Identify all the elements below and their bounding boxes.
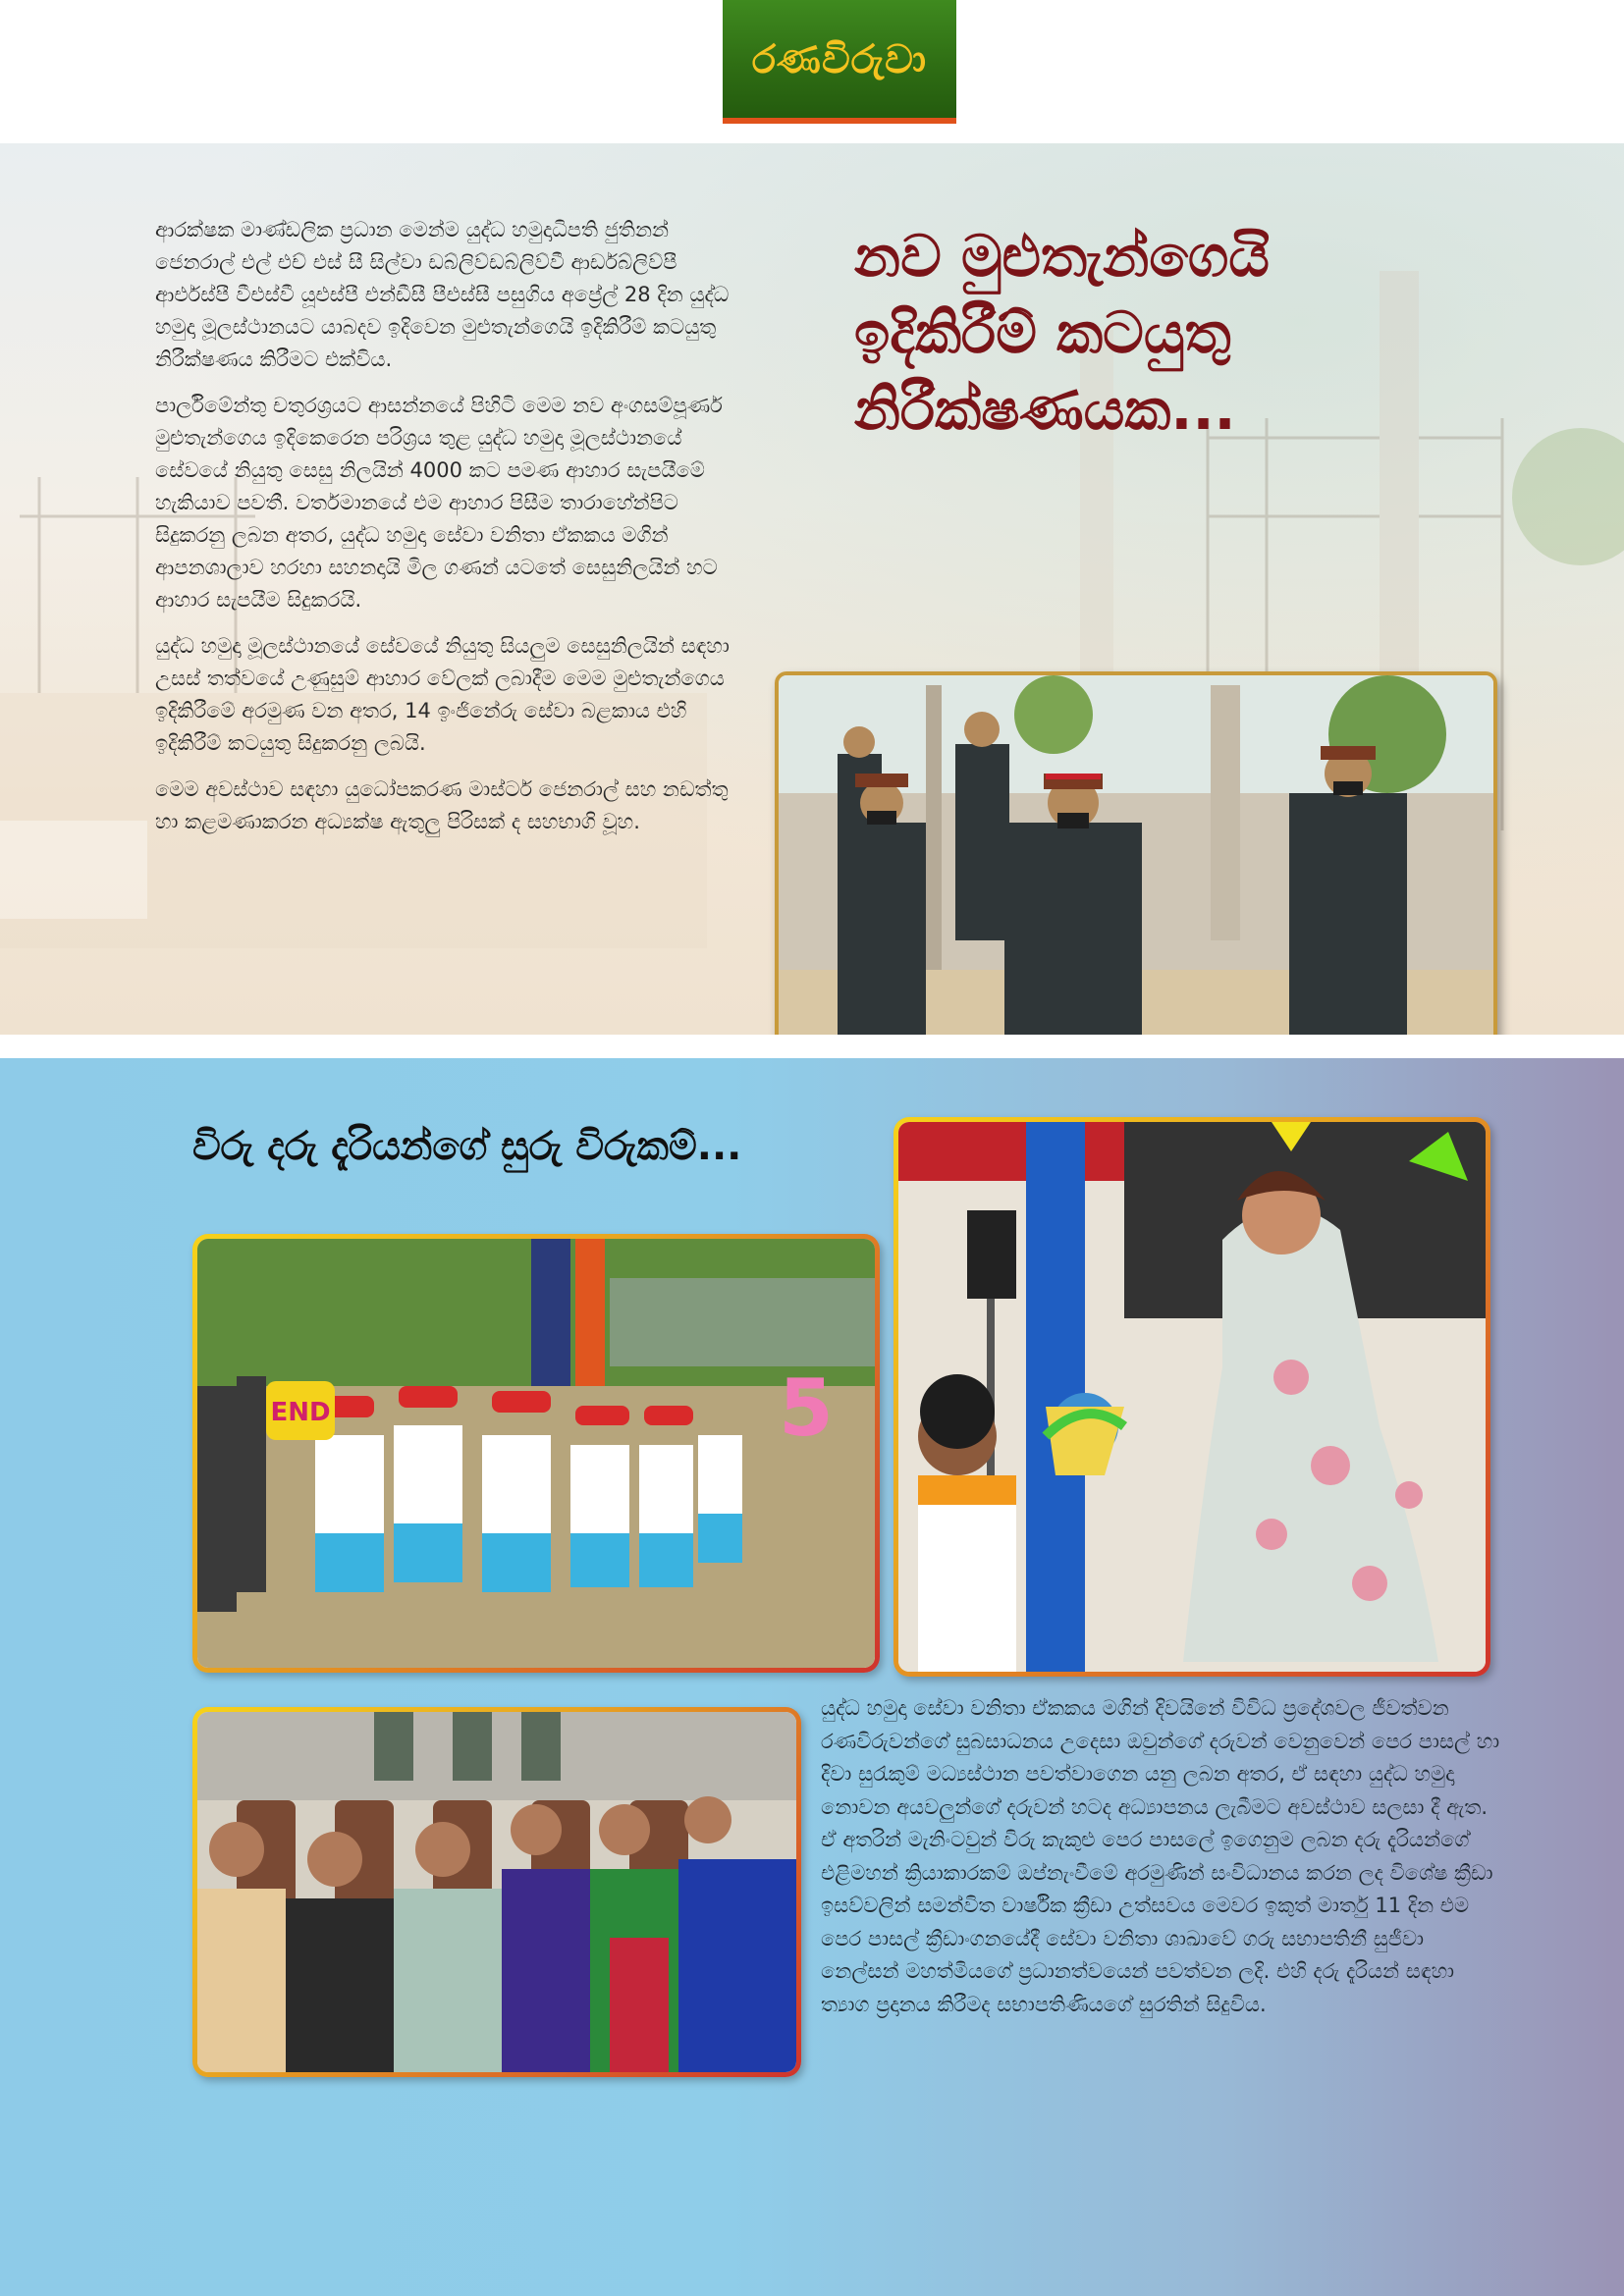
article-bottom-paragraph: යුද්ධ හමුදා සේවා වනිතා ඒකකය මගින් දිවයිනේ විවිධ ප්‍රදේශවල ජීවත්වන රණවිරුවන්ගේ සුබසාධනය උදෙසා ඔවුන්ගේ දරුවන් වෙනුවෙන් පෙර පාසල් හා දිවා සුරැකුම් මධ්‍යස්ථාන පවත්වාගෙන යනු ලබන අතර, ඒ සඳහා යුද්ධ හමුදා නොවන අයවලුන්ගේ දරුවන් හටද අධ්‍යාපනය ලැබීමට අවස්ථාව සලසා දී ඇත. ඒ අතරින් මැනිංටවුන් විරු කැකුළු පෙර පාසලේ ඉගෙනුම ලබන දරු දැරියන්ගේ එළිමහන් ක්‍රියාකාරකම් ඔප්නැංවීමේ අරමුණින් සංවිධානය කරන ලද විශේෂ ක්‍රීඩා ඉසව්වලින් සමන්විත වාර්ෂික ක්‍රීඩා උත්සවය මෙවර ඉකුත් මාර්තු 11 දින එම පෙර පාසල් ක්‍රීඩාංගනයේදී සේවා වනිතා ශාඛාවේ ගරු සභාපතිනී සුජීවා නෙල්සන් මහත්මියගේ ප්‍රධානත්වයෙන් පවත්වන ලදි. එහි දරු දැරියන් සඳහා ත්‍යාග ප්‍රදානය කිරීමද සභාපතිණියගේ සුරතින් සිදුවිය. (821, 1696, 1500, 2016)
audience-photo (192, 1707, 801, 2077)
title-line: නව මුළුතැන්ගෙයි (854, 223, 1271, 290)
title-line: නිරීක්ෂණයක... (854, 376, 1236, 443)
title-line: ඉදිකිරීම් කටයුතු (854, 299, 1231, 366)
prize-giving-image (898, 1122, 1486, 1672)
article-top-paragraph: යුද්ධ හමුදා මූලස්ථානයේ සේවයේ නියුතු සියලුම සෙසුනිලයින් සඳහා උසස් තත්වයේ උණුසුම් ආහාර වේලක් ලබාදීම මෙම මුළුතැන්ගෙය ඉදිකිරීමේ අරමුණ වන අතර, 14 ඉංජිනේරු සේවා බළකාය එහි ඉදිකිරීම් කටයුතු සිදුකරනු ලබයි. (155, 634, 730, 755)
article-bottom-title: විරු දරු දැරියන්ගේ සුරු විරුකම්... (192, 1124, 742, 1169)
prize-giving-photo (893, 1117, 1490, 1677)
article-top-background (0, 143, 1624, 1035)
article-top-paragraph: ආරක්ෂක මාණ්ඩලික ප්‍රධාන මෙන්ම යුද්ධ හමුදාධිපති ජුතිනන් ජෙනරාල් එල් එච් එස් සී සිල්වා ඩබ්ලිව්ඩබ්ලිව්වී ආර්ඩබ්ලිව්පී ආර්එස්පී වීඑස්වී යූඑස්පී එන්ඩීසී පීඑස්සී පසුගිය අප්‍රේල් 28 දින යුද්ධ හමුදා මූලස්ථානයට යාබදව ඉදිවෙන මුළුතැන්ගෙයි ඉදිකිරීම් කටයුතු නිරීක්ෂණය කිරීමට එක්විය. (155, 218, 730, 371)
officers-inspection-photo (775, 671, 1497, 1035)
article-top-paragraph: මෙම අවස්ථාව සඳහා යුධෝපකරණ මාස්ටර් ජෙනරාල් සහ නඩත්තු හා කළමණාකරන අධ්‍යක්ෂ ඇතුලු පිරිසක් ද සහභාගි වූහ. (155, 777, 729, 833)
masthead-title: රණවිරුවා (751, 35, 928, 82)
officers-photo-image (779, 675, 1493, 1035)
article-top-body (155, 214, 744, 852)
article-top-paragraph: පාර්ලිමේන්තු චතුරශ්‍රයට ආසන්නයේ පිහිටි මෙම නව අංගසම්පූර්ණ මුළුතැන්ගෙය ඉදිකෙරෙන පරිශ්‍රය තුළ යුද්ධ හමුදා මූලස්ථානයේ සේවයේ නියුතු සෙසු නිලයින් 4000 කට පමණ ආහාර සැපයීමේ හැකියාව පවතී. වර්තමානයේ එම ආහාර පිසීම තාරාහේන්පිට සිදුකරනු ලබන අතර, යුද්ධ හමුදා සේවා වනිතා ඒකකය මගින් ආපනශාලාව හරහා සහනදායි මිල ගණන් යටතේ සෙසුනිලයින් හට ආහාර සැපයීම සිදුකරයි. (155, 394, 723, 612)
svg-text:5: 5 (779, 1362, 834, 1454)
children-parade-photo (192, 1234, 880, 1673)
masthead-logo (723, 0, 956, 124)
article-bottom-body (821, 1692, 1508, 2021)
children-parade-image (197, 1239, 875, 1668)
end-sign-text: END (270, 1398, 331, 1427)
article-top-title (854, 218, 1483, 448)
audience-image (197, 1712, 796, 2072)
